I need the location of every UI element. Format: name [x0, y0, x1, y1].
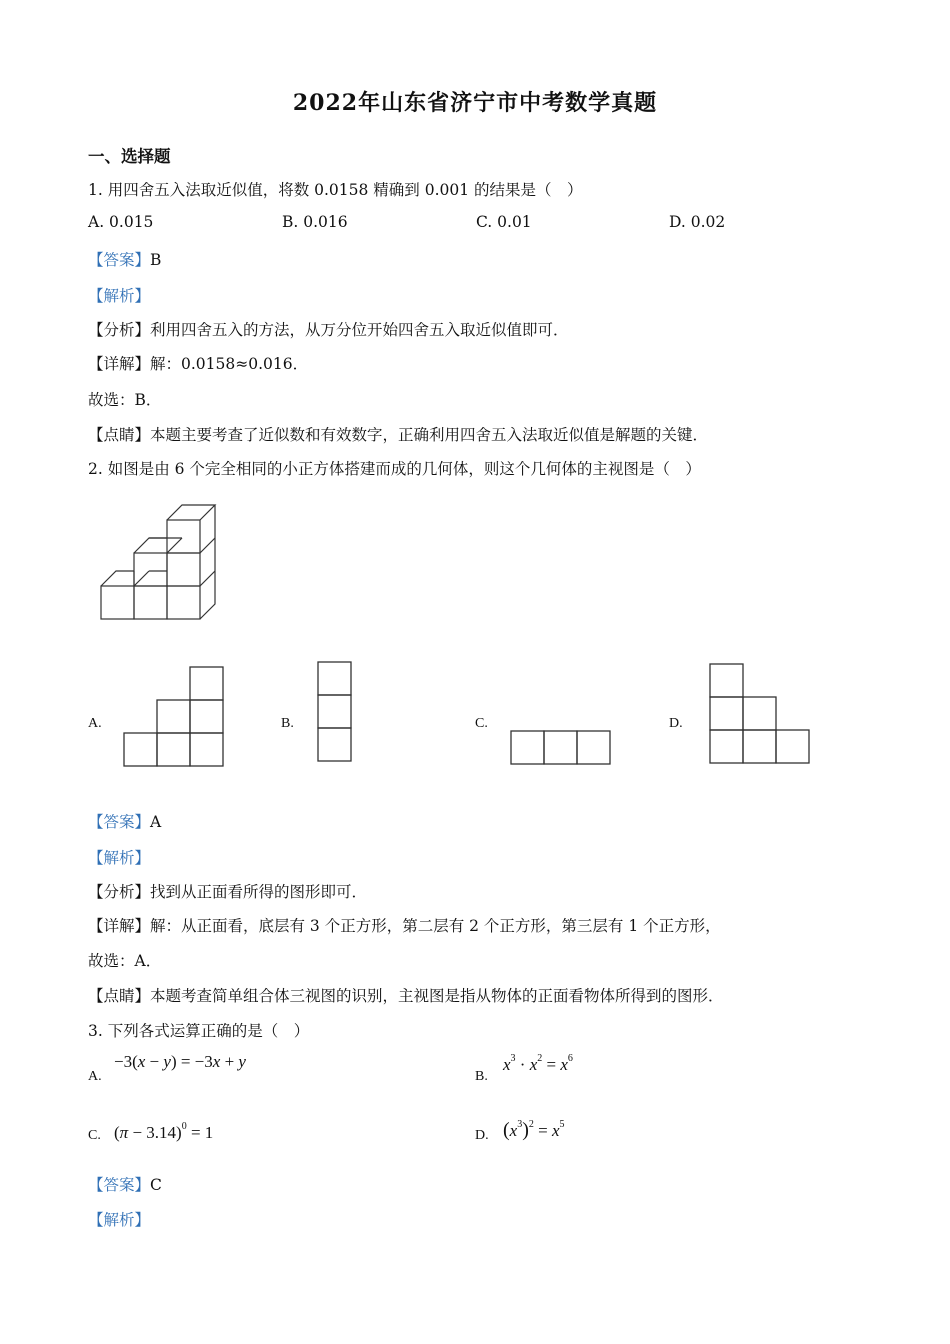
q2-guxuan: 故选：A． — [88, 952, 162, 970]
answer-value: A — [150, 813, 162, 831]
q3-option-d-label: D. — [475, 1128, 489, 1143]
q3-option-c-label: C. — [88, 1128, 101, 1143]
q1-xiangjie: 【详解】解：0.0158≈0.016． — [88, 355, 309, 373]
answer-tag: 【答案】 — [88, 813, 151, 831]
section-heading: 一、选择题 — [88, 147, 171, 166]
q1-option-b: B. 0.016 — [282, 213, 348, 231]
q2-option-d-figure — [710, 664, 809, 763]
q1-fenxi: 【分析】利用四舍五入的方法，从万分位开始四舍五入取近似值即可． — [88, 321, 569, 339]
q2-option-b-label: B. — [281, 716, 294, 731]
q2-option-d-label: D. — [669, 716, 683, 731]
q1-dianjing: 【点睛】本题主要考查了近似数和有效数字，正确利用四舍五入法取近似值是解题的关键． — [88, 426, 709, 444]
q2-analysis-tag: 【解析】 — [88, 849, 151, 867]
page-title: 2022年山东省济宁市中考数学真题 — [292, 90, 658, 116]
q3-option-d-formula: $(x^3)^2 = x^5$ — [503, 1119, 565, 1141]
q1-analysis-tag: 【解析】 — [88, 287, 151, 305]
q1-stem: 1. 用四舍五入法取近似值，将数 0.0158 精确到 0.001 的结果是（ ） — [88, 181, 583, 199]
q3-option-a-formula: −3(x − y) = −3x + y — [114, 1052, 246, 1071]
answer-tag: 【答案】 — [88, 251, 151, 269]
q1-option-d: D. 0.02 — [669, 213, 726, 231]
q1-guxuan: 故选：B． — [88, 391, 162, 409]
q3-option-b-label: B. — [475, 1069, 488, 1084]
q3-option-a-label: A. — [88, 1069, 102, 1084]
q3-answer — [88, 1173, 162, 1195]
q1-option-a: A. 0.015 — [88, 213, 154, 231]
answer-tag: 【答案】 — [88, 1176, 151, 1194]
q2-option-c-label: C. — [475, 716, 488, 731]
q3-option-c-formula: $(\pi - 3.14)^0 = 1$ — [114, 1121, 214, 1142]
q2-option-a-figure — [124, 667, 223, 766]
q2-option-b-figure — [318, 662, 351, 761]
q1-option-c: C. 0.01 — [476, 213, 532, 231]
q2-option-c-figure — [511, 731, 610, 764]
q3-option-b-formula: $x^3 \cdot x^2 = x^6$ — [503, 1053, 573, 1074]
q3-analysis-tag: 【解析】 — [88, 1211, 151, 1229]
answer-value: B — [150, 251, 162, 269]
q2-option-a-label: A. — [88, 716, 102, 731]
q2-answer — [88, 810, 161, 832]
answer-value: C — [150, 1176, 162, 1194]
q3-stem: 3. 下列各式运算正确的是（ ） — [88, 1022, 310, 1040]
q2-xiangjie: 【详解】解：从正面看，底层有 3 个正方形，第二层有 2 个正方形，第三层有 1 个正方形， — [88, 917, 721, 935]
q2-stem: 2. 如图是由 6 个完全相同的小正方体搭建而成的几何体，则这个几何体的主视图是（ ） — [88, 460, 701, 478]
q2-dianjing: 【点睛】本题考查简单组合体三视图的识别，主视图是指从物体的正面看物体所得到的图形． — [88, 987, 724, 1005]
q2-fenxi: 【分析】找到从正面看所得的图形即可． — [88, 883, 368, 901]
